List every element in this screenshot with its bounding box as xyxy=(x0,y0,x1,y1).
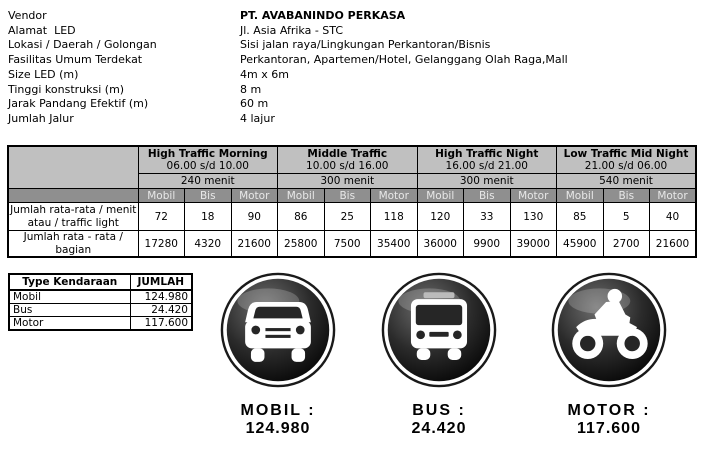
traffic-table xyxy=(7,145,697,258)
value-cell: 45900 xyxy=(557,231,604,258)
vehicle-summary-table xyxy=(8,273,193,331)
group-title: Low Traffic Mid Night xyxy=(563,147,689,160)
vehicle-header-row xyxy=(8,189,696,203)
value-cell: 130 xyxy=(510,203,557,231)
vehicle-header: Bis xyxy=(464,189,511,203)
vehicle-header: Bis xyxy=(603,189,650,203)
value-cell: 35400 xyxy=(371,231,418,258)
group-title: High Traffic Morning xyxy=(147,147,268,160)
summary-value: 117.600 xyxy=(130,317,192,331)
bus-count: 24.420 xyxy=(411,420,467,437)
motor-badge xyxy=(551,272,667,438)
duration-cell: 300 menit xyxy=(417,174,557,189)
value-cell: 25 xyxy=(324,203,371,231)
info-value: Perkantoran, Apartemen/Hotel, Gelanggang Olah Raga,Mall xyxy=(240,53,568,67)
mobil-count: 124.980 xyxy=(245,420,311,437)
value-cell: 17280 xyxy=(138,231,185,258)
info-label: Lokasi / Daerah / Golongan xyxy=(8,38,157,52)
info-value: 8 m xyxy=(240,82,262,96)
corner-cell xyxy=(8,146,138,189)
vendor-info-section xyxy=(8,9,568,127)
car-icon xyxy=(220,373,336,392)
summary-row-bus xyxy=(9,304,192,317)
group-header-morning xyxy=(138,146,278,174)
group-header-midnight xyxy=(557,146,697,174)
summary-row-motor xyxy=(9,317,192,331)
info-row xyxy=(8,38,568,53)
info-row xyxy=(8,68,568,83)
summary-row-mobil xyxy=(9,290,192,304)
info-value: 60 m xyxy=(240,97,269,111)
value-cell: 2700 xyxy=(603,231,650,258)
info-row xyxy=(8,83,568,98)
value-cell: 25800 xyxy=(278,231,325,258)
vehicle-header: Motor xyxy=(231,189,278,203)
value-cell: 72 xyxy=(138,203,185,231)
vehicle-header: Mobil xyxy=(417,189,464,203)
info-label: Jumlah Jalur xyxy=(8,111,74,125)
value-cell: 5 xyxy=(603,203,650,231)
value-cell: 36000 xyxy=(417,231,464,258)
vehicle-header: Bis xyxy=(324,189,371,203)
info-row xyxy=(8,24,568,39)
summary-type: Motor xyxy=(9,317,130,331)
info-row xyxy=(8,97,568,112)
group-header-night xyxy=(417,146,557,174)
group-header-row xyxy=(8,146,696,174)
info-label: Alamat LED xyxy=(8,23,76,37)
value-cell: 4320 xyxy=(185,231,232,258)
value-cell: 90 xyxy=(231,203,278,231)
info-value: 4 lajur xyxy=(240,111,275,125)
value-cell: 120 xyxy=(417,203,464,231)
value-cell: 40 xyxy=(650,203,697,231)
row-label: Jumlah rata-rata / menit atau / traffic light xyxy=(8,203,138,231)
value-cell: 118 xyxy=(371,203,418,231)
avg-per-minute-row xyxy=(8,203,696,231)
summary-type: Bus xyxy=(9,304,130,317)
value-cell: 18 xyxy=(185,203,232,231)
info-row xyxy=(8,9,568,24)
avg-per-section-row xyxy=(8,231,696,258)
value-cell: 86 xyxy=(278,203,325,231)
group-time: 16.00 s/d 21.00 xyxy=(445,160,528,172)
info-value: 4m x 6m xyxy=(240,67,289,81)
info-value: Sisi jalan raya/Lingkungan Perkantoran/Bisnis xyxy=(240,38,491,52)
group-time: 10.00 s/d 16.00 xyxy=(306,160,389,172)
value-cell: 21600 xyxy=(231,231,278,258)
info-value: PT. AVABANINDO PERKASA xyxy=(240,9,406,22)
info-label: Tinggi konstruksi (m) xyxy=(8,82,125,96)
group-time: 21.00 s/d 06.00 xyxy=(584,160,668,172)
row-label: Jumlah rata - rata / bagian xyxy=(8,231,138,258)
summary-header-type: Type Kendaraan xyxy=(9,274,130,290)
info-row xyxy=(8,53,568,68)
summary-value: 124.980 xyxy=(130,290,192,304)
duration-cell: 540 menit xyxy=(557,174,697,189)
bus-badge xyxy=(381,272,497,438)
mobil-label: MOBIL : xyxy=(240,402,316,419)
value-cell: 85 xyxy=(557,203,604,231)
duration-cell: 300 menit xyxy=(278,174,418,189)
group-time: 06.00 s/d 10.00 xyxy=(166,160,249,172)
vehicle-header: Mobil xyxy=(557,189,604,203)
info-row xyxy=(8,112,568,127)
info-label: Vendor xyxy=(8,9,47,22)
vehicle-header: Motor xyxy=(510,189,557,203)
motor-count: 117.600 xyxy=(577,420,641,437)
value-cell: 9900 xyxy=(464,231,511,258)
summary-header-jumlah: JUMLAH xyxy=(130,274,192,290)
vehicle-header: Bis xyxy=(185,189,232,203)
value-cell: 33 xyxy=(464,203,511,231)
summary-header-row xyxy=(9,274,192,290)
vehicle-header: Mobil xyxy=(278,189,325,203)
bus-label: BUS : xyxy=(412,402,466,419)
vehicle-header: Motor xyxy=(650,189,697,203)
value-cell: 7500 xyxy=(324,231,371,258)
info-label: Jarak Pandang Efektif (m) xyxy=(8,97,149,111)
duration-cell: 240 menit xyxy=(138,174,278,189)
mobil-badge xyxy=(220,272,336,438)
vehicle-header: Mobil xyxy=(138,189,185,203)
value-cell: 21600 xyxy=(650,231,697,258)
summary-value: 24.420 xyxy=(130,304,192,317)
summary-type: Mobil xyxy=(9,290,130,304)
vehicle-header: Motor xyxy=(371,189,418,203)
motor-label: MOTOR : xyxy=(567,402,651,419)
info-value: Jl. Asia Afrika - STC xyxy=(240,23,344,37)
motorcycle-icon xyxy=(551,373,667,392)
group-title: Middle Traffic xyxy=(307,147,388,160)
group-title: High Traffic Night xyxy=(435,147,539,160)
value-cell: 39000 xyxy=(510,231,557,258)
info-label: Fasilitas Umum Terdekat xyxy=(8,53,143,67)
group-header-middle xyxy=(278,146,418,174)
bus-icon xyxy=(381,373,497,392)
vehicle-header-empty xyxy=(8,189,138,203)
info-label: Size LED (m) xyxy=(8,67,79,81)
